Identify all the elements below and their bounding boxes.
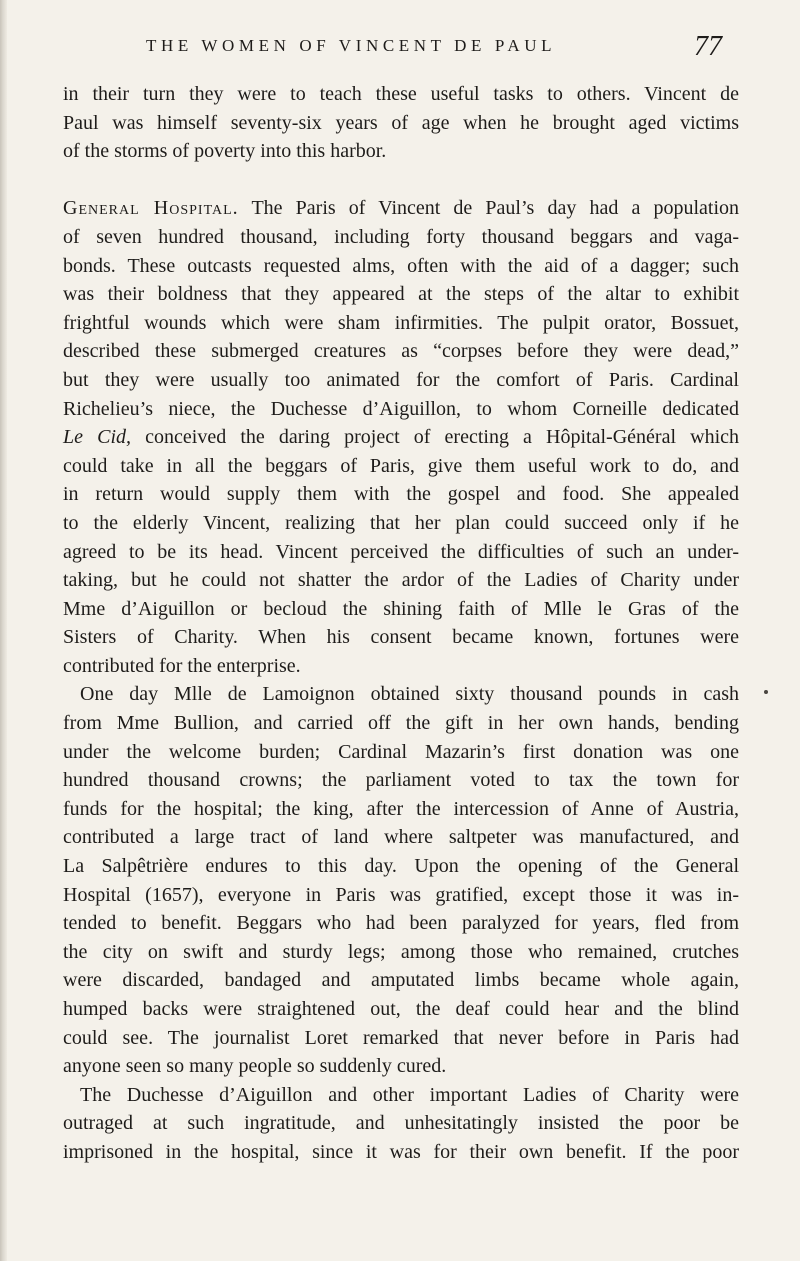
text-line: was their boldness that they appeared at the steps of the altar to exhibit <box>63 283 739 306</box>
text-line: One day Mlle de Lamoignon obtained sixty thousand pounds in cash <box>80 683 739 706</box>
text-line: in their turn they were to teach these useful tasks to others. Vincent de <box>63 83 739 105</box>
text-line: of the storms of poverty into this harbor. <box>63 140 387 163</box>
text-line <box>63 423 739 452</box>
text-line: funds for the hospital; the king, after the intercession of Anne of Austria, <box>63 797 739 820</box>
text-line: Sisters of Charity. When his consent became known, fortunes were <box>63 626 739 649</box>
text-line: but they were usually too animated for the comfort of Paris. Cardinal <box>63 368 739 391</box>
text-line: hundred thousand crowns; the parliament voted to tax the town for <box>63 769 739 792</box>
text-line: Paul was himself seventy-six years of age when he brought aged victims <box>63 111 739 134</box>
text-line: taking, but he could not shatter the ardor of the Ladies of Charity under <box>63 569 739 592</box>
book-title: Le Cid, <box>63 426 132 449</box>
text-line: the city on swift and sturdy legs; among those who remained, crutches <box>63 940 739 963</box>
text-line: from Mme Bullion, and carried off the gift in her own hands, bending <box>63 712 739 735</box>
text-line: imprisoned in the hospital, since it was for their own benefit. If the poor <box>63 1140 739 1163</box>
text-line: bonds. These outcasts requested alms, often with the aid of a dagger; such <box>63 254 739 277</box>
body-text <box>63 80 739 1167</box>
text-line: contributed for the enterprise. <box>63 654 301 677</box>
text-line: of seven hundred thousand, including forty thousand beggars and vaga- <box>63 225 739 248</box>
text-line: La Salpêtrière endures to this day. Upon the opening of the General <box>63 855 739 878</box>
text-line: tended to benefit. Beggars who had been paralyzed for years, fled from <box>63 912 739 935</box>
text-span: The Paris of Vincent de Paul’s day had a population <box>251 197 740 220</box>
text-line: were discarded, bandaged and amputated limbs became whole again, <box>63 969 739 992</box>
page-gutter-shadow <box>0 0 7 1261</box>
text-line: described these submerged creatures as “corpses before they were dead,” <box>63 340 739 363</box>
text-line: The Duchesse d’Aiguillon and other important Ladies of Charity were <box>80 1083 739 1106</box>
text-line <box>63 194 739 223</box>
text-span: conceived the daring project of erecting a Hôpital-Général which <box>145 426 739 449</box>
text-line: under the welcome burden; Cardinal Mazarin’s first donation was one <box>63 740 739 763</box>
text-line: agreed to be its head. Vincent perceived the difficulties of such an under- <box>63 540 739 563</box>
text-line: humped backs were straightened out, the deaf could hear and the blind <box>63 998 739 1020</box>
text-line: Mme d’Aiguillon or becloud the shining faith of Mlle le Gras of the <box>63 597 739 620</box>
text-line: frightful wounds which were sham infirmities. The pulpit orator, Bossuet, <box>63 311 739 334</box>
page-number: 77 <box>694 31 722 62</box>
text-line: anyone seen so many people so suddenly cured. <box>63 1055 447 1078</box>
running-head: THE WOMEN OF VINCENT DE PAUL <box>146 36 557 55</box>
text-line: Richelieu’s niece, the Duchesse d’Aiguillon, to whom Corneille dedicated <box>63 397 739 420</box>
text-line: could take in all the beggars of Paris, give them useful work to do, and <box>63 454 739 477</box>
section-spacer <box>63 166 739 195</box>
margin-speck <box>764 690 768 694</box>
text-line: to the elderly Vincent, realizing that her plan could succeed only if he <box>63 511 739 534</box>
section-heading: General Hospital. <box>63 197 239 220</box>
text-line: outraged at such ingratitude, and unhesitatingly insisted the poor be <box>63 1112 739 1135</box>
text-line: could see. The journalist Loret remarked that never before in Paris had <box>63 1026 739 1049</box>
text-line: contributed a large tract of land where saltpeter was manufactured, and <box>63 826 739 849</box>
text-line: Hospital (1657), everyone in Paris was gratified, except those it was in- <box>63 883 739 906</box>
text-line: in return would supply them with the gospel and food. She appealed <box>63 483 739 506</box>
